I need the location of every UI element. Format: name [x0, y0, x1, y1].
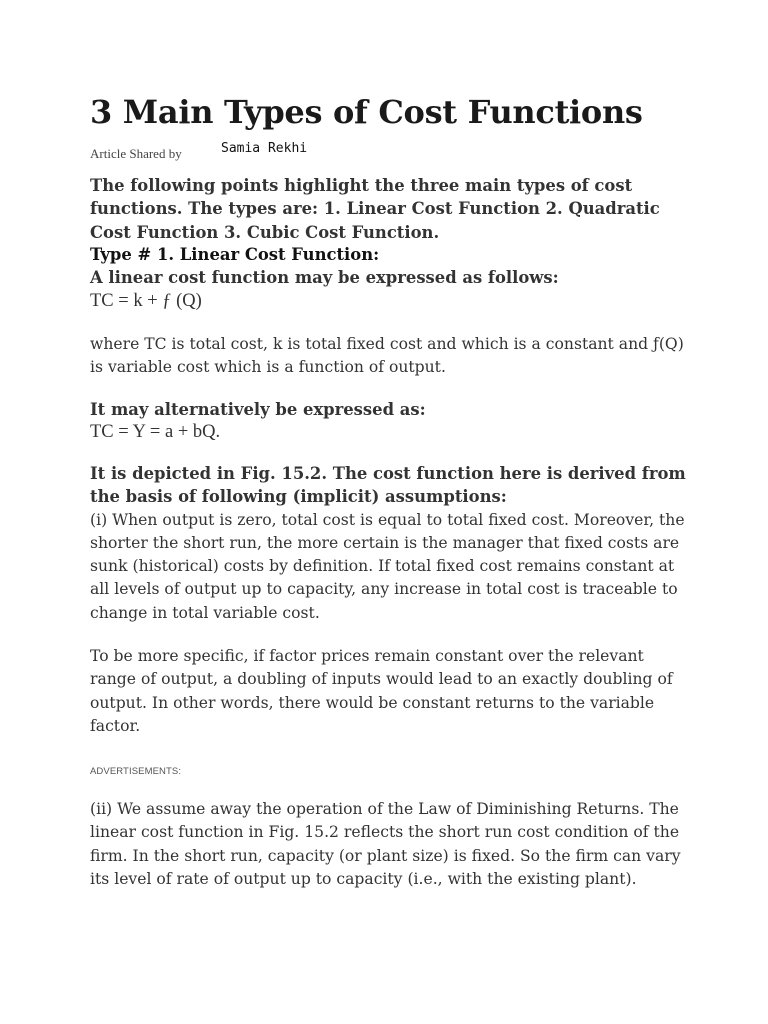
assumption-1-paragraph: (i) When output is zero, total cost is equal to total fixed cost. Moreover, the shorter the short run, the more certain is the manager that fixed costs are sunk (historical) costs by definition. If total fixed cost remains constant at all levels of output up to capacity, any increase in total cost is traceable to change in total variable cost.: [90, 510, 685, 622]
advertisements-label: ADVERTISEMENTS:: [90, 766, 182, 777]
specific-paragraph: To be more specific, if factor prices remain constant over the relevant range of output, a doubling of inputs would lead to an exactly doubling of output. In other words, there would be constant returns to the variable factor.: [90, 647, 673, 735]
byline-label: Article Shared by: [90, 146, 182, 161]
formula-alternative: TC = Y = a + bQ.: [90, 422, 221, 443]
intro-paragraph: The following points highlight the three main types of cost functions. The types are: 1. Linear Cost Function 2. Quadratic Cost Function 3. Cubic Cost Function.: [90, 176, 660, 242]
assumptions-section: [90, 462, 690, 625]
assumptions-heading: It is depicted in Fig. 15.2. The cost function here is derived from the basis of following (implicit) assumptions:: [90, 464, 686, 507]
type1-heading: Type # 1. Linear Cost Function:: [90, 245, 380, 264]
where-paragraph: where TC is total cost, k is total fixed cost and which is a constant and ƒ(Q) is variable cost which is a function of output.: [90, 335, 684, 377]
alternative-heading: It may alternatively be expressed as:: [90, 400, 426, 419]
type1-subheading: A linear cost function may be expressed as follows:: [90, 268, 559, 288]
author-name: Samia Rekhi: [221, 141, 308, 156]
alternative-section: [90, 398, 690, 444]
article-title: 3 Main Types of Cost Functions: [90, 93, 643, 131]
type1-section: [90, 243, 690, 313]
assumption-2-paragraph: (ii) We assume away the operation of the Law of Diminishing Returns. The linear cost function in Fig. 15.2 reflects the short run cost condition of the firm. In the short run, capacity (or plant size) is fixed. So the firm can vary its level of rate of output up to capacity (i.e., with the existing plant).: [90, 800, 681, 888]
formula-linear: TC = k + ƒ (Q): [90, 290, 202, 311]
